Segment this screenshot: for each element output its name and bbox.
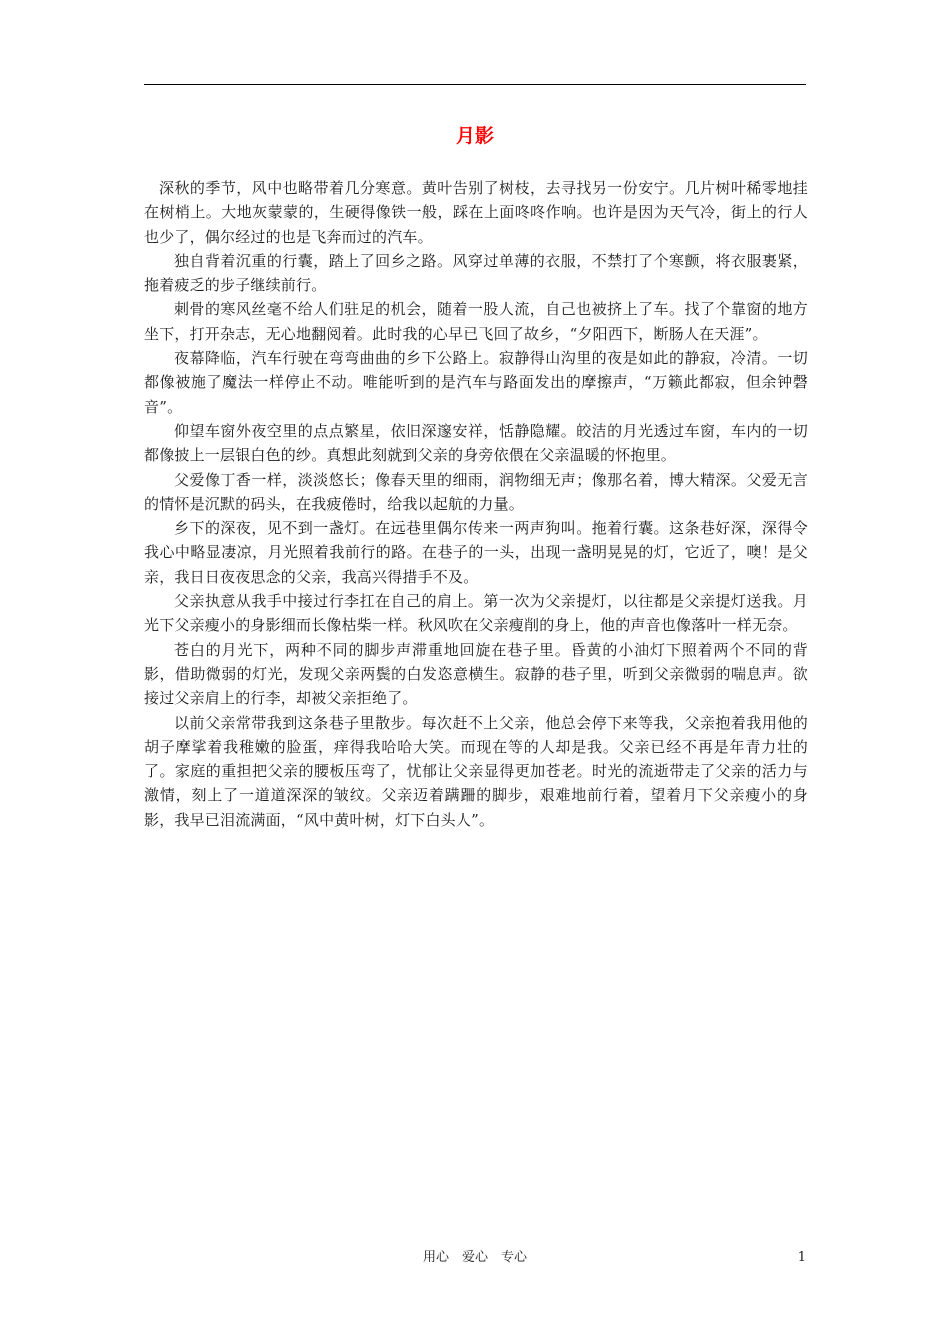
paragraph: 父爱像丁香一样，淡淡悠长；像春天里的细雨，润物细无声；像那名着，博大精深。父爱无言的情怀是沉默的码头，在我疲倦时，给我以起航的力量。 — [144, 470, 808, 513]
paragraph: 乡下的深夜，见不到一盏灯。在远巷里偶尔传来一两声狗叫。拖着行囊。这条巷好深，深得令我心中略显凄凉，月光照着我前行的路。在巷子的一头，出现一盏明晃晃的灯，它近了，噢！是父亲，我日日夜夜思念的父亲，我高兴得措手不及。 — [144, 519, 808, 586]
paragraph: 父亲执意从我手中接过行李扛在自己的肩上。第一次为父亲提灯，以往都是父亲提灯送我。月光下父亲瘦小的身影细而长像枯柴一样。秋风吹在父亲瘦削的身上，他的声音也像落叶一样无奈。 — [144, 592, 808, 635]
paragraph: 以前父亲常带我到这条巷子里散步。每次赶不上父亲，他总会停下来等我，父亲抱着我用他的胡子摩挲着我稚嫩的脸蛋，痒得我哈哈大笑。而现在等的人却是我。父亲已经不再是年青力壮的了。家庭的重担把父亲的腰板压弯了，忧郁让父亲显得更加苍老。时光的流逝带走了父亲的活力与激情，刻上了一道道深深的皱纹。父亲迈着蹒跚的脚步，艰难地前行着，望着月下父亲瘦小的身影，我早已泪流满面，“风中黄叶树，灯下白头人”。 — [144, 713, 808, 829]
paragraph: 夜幕降临，汽车行驶在弯弯曲曲的乡下公路上。寂静得山沟里的夜是如此的静寂，冷清。一切都像被施了魔法一样停止不动。唯能听到的是汽车与路面发出的摩擦声，“万籁此都寂，但余钟磬音”。 — [144, 349, 808, 416]
paragraph: 独自背着沉重的行囊，踏上了回乡之路。风穿过单薄的衣服，不禁打了个寒颤，将衣服裹紧，拖着疲乏的步子继续前行。 — [144, 251, 808, 295]
paragraph: 刺骨的寒风丝毫不给人们驻足的机会，随着一股人流，自己也被挤上了车。找了个靠窗的地方坐下，打开杂志，无心地翻阅着。此时我的心早已飞回了故乡，“夕阳西下，断肠人在天涯”。 — [144, 300, 808, 343]
article-body — [144, 176, 808, 832]
header-rule — [144, 84, 806, 85]
page-number: 1 — [797, 1250, 806, 1265]
footer-motto: 用心 爱心 专心 — [422, 1250, 527, 1265]
paragraph: 仰望车窗外夜空里的点点繁星，依旧深邃安祥，恬静隐耀。皎洁的月光透过车窗，车内的一切都像披上一层银白色的纱。真想此刻就到父亲的身旁依偎在父亲温暖的怀抱里。 — [144, 421, 808, 465]
paragraph: 深秋的季节，风中也略带着几分寒意。黄叶告别了树枝，去寻找另一份安宁。几片树叶稀零地挂在树梢上。大地灰蒙蒙的，生硬得像铁一般，踩在上面咚咚作响。也许是因为天气冷，街上的行人也少了，偶尔经过的也是飞奔而过的汽车。 — [144, 179, 808, 246]
document-title: 月影 — [455, 125, 494, 147]
paragraph: 苍白的月光下，两种不同的脚步声滞重地回旋在巷子里。昏黄的小油灯下照着两个不同的背影，借助微弱的灯光，发现父亲两鬓的白发恣意横生。寂静的巷子里，听到父亲微弱的喘息声。欲接过父亲肩上的行李，却被父亲拒绝了。 — [144, 640, 808, 708]
